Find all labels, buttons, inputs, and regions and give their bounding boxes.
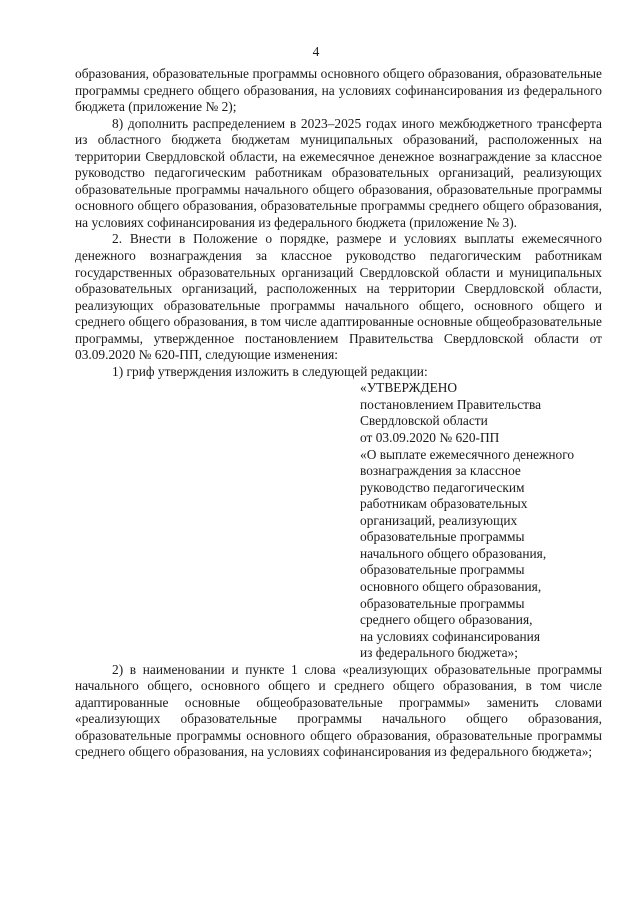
paragraph-item-8: 8) дополнить распределением в 2023–2025 годах иного межбюджетного трансферта из областного бюджета бюджетам муниципальных образований, расположенных на территории Свердловской области, на ежемесячное денежное вознаграждение за классное руководство педагогическим работникам образовательных организаций, реализующих образовательные программы начального общего образования, образовательные программы основного общего образования, образовательные программы среднего общего образования, на условиях софинансирования из федерального бюджета (приложение № 3). xyxy=(75,115,602,230)
stamp-line: образовательные программы xyxy=(360,595,525,611)
stamp-line: организаций, реализующих xyxy=(360,512,518,528)
stamp-line: Свердловской области xyxy=(360,413,488,429)
stamp-line: образовательные программы xyxy=(360,562,525,578)
stamp-line: вознаграждения за классное xyxy=(360,463,521,479)
stamp-line: основного общего образования, xyxy=(360,578,542,594)
stamp-line: из федерального бюджета»; xyxy=(360,645,518,661)
stamp-line: начального общего образования, xyxy=(360,545,547,561)
document-body xyxy=(75,66,602,761)
paragraph-continuation: образования, образовательные программы основного общего образования, образовательные программы среднего общего образования, на условиях софинансирования из федерального бюджета (приложение № 2); xyxy=(75,66,602,115)
stamp-line: «О выплате ежемесячного денежного xyxy=(360,446,575,462)
stamp-line: на условиях софинансирования xyxy=(360,628,541,644)
stamp-line: работникам образовательных xyxy=(360,496,528,512)
page-number: 4 xyxy=(312,44,320,59)
approval-stamp xyxy=(360,380,605,661)
stamp-line: «УТВЕРЖДЕНО xyxy=(360,380,458,396)
stamp-line: образовательные программы xyxy=(360,529,525,545)
stamp-line: руководство педагогическим xyxy=(360,479,525,495)
stamp-line: от 03.09.2020 № 620-ПП xyxy=(360,430,500,446)
paragraph-item-1: 1) гриф утверждения изложить в следующей редакции: xyxy=(112,363,428,379)
paragraph-item-2: 2) в наименовании и пункте 1 слова «реализующих образовательные программы начального общего, основного общего и среднего общего образования, в том числе адаптированные основные общеобразовательные программы» заменить словами «реализующих образовательные программы начального общего образования, образовательные программы основного общего образования, образовательные программы среднего общего образования, на условиях софинансирования из федерального бюджета»; xyxy=(75,661,602,760)
paragraph-section-2: 2. Внести в Положение о порядке, размере и условиях выплаты ежемесячного денежного вознаграждения за классное руководство педагогическим работникам государственных образовательных организаций Свердловской области и муниципальных образовательных организаций, расположенных на территории Свердловской области, реализующих образовательные программы начального общего, основного общего и среднего общего образования, в том числе адаптированные основные общеобразовательные программы, утвержденное постановлением Правительства Свердловской области от 03.09.2020 № 620-ПП, следующие изменения: xyxy=(75,231,602,363)
stamp-line: постановлением Правительства xyxy=(360,396,542,412)
stamp-line: среднего общего образования, xyxy=(360,612,533,628)
